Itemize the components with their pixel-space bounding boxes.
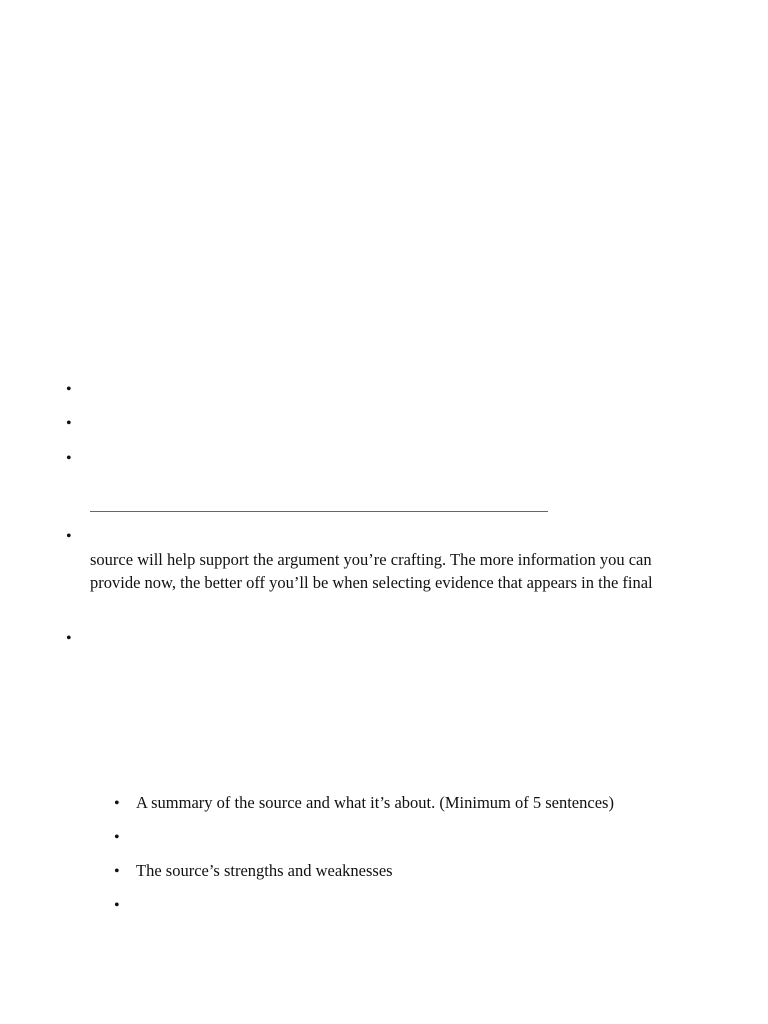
list-bullet: •	[66, 528, 72, 545]
list-bullet: •	[114, 897, 120, 914]
list-bullet: •	[66, 630, 72, 647]
list-bullet: •	[66, 450, 72, 467]
list-item-text: A summary of the source and what it’s about. (Minimum of 5 sentences)	[136, 793, 614, 812]
hyperlink-underline[interactable]	[90, 511, 548, 512]
paragraph-line: provide now, the better off you’ll be when selecting evidence that appears in the final	[90, 573, 653, 592]
list-item-text: The source’s strengths and weaknesses	[136, 861, 393, 880]
list-bullet: •	[66, 381, 72, 398]
list-bullet: •	[114, 829, 120, 846]
paragraph-line: source will help support the argument you’re crafting. The more information you can	[90, 550, 652, 569]
list-bullet: •	[114, 795, 120, 812]
list-bullet: •	[66, 415, 72, 432]
list-bullet: •	[114, 863, 120, 880]
